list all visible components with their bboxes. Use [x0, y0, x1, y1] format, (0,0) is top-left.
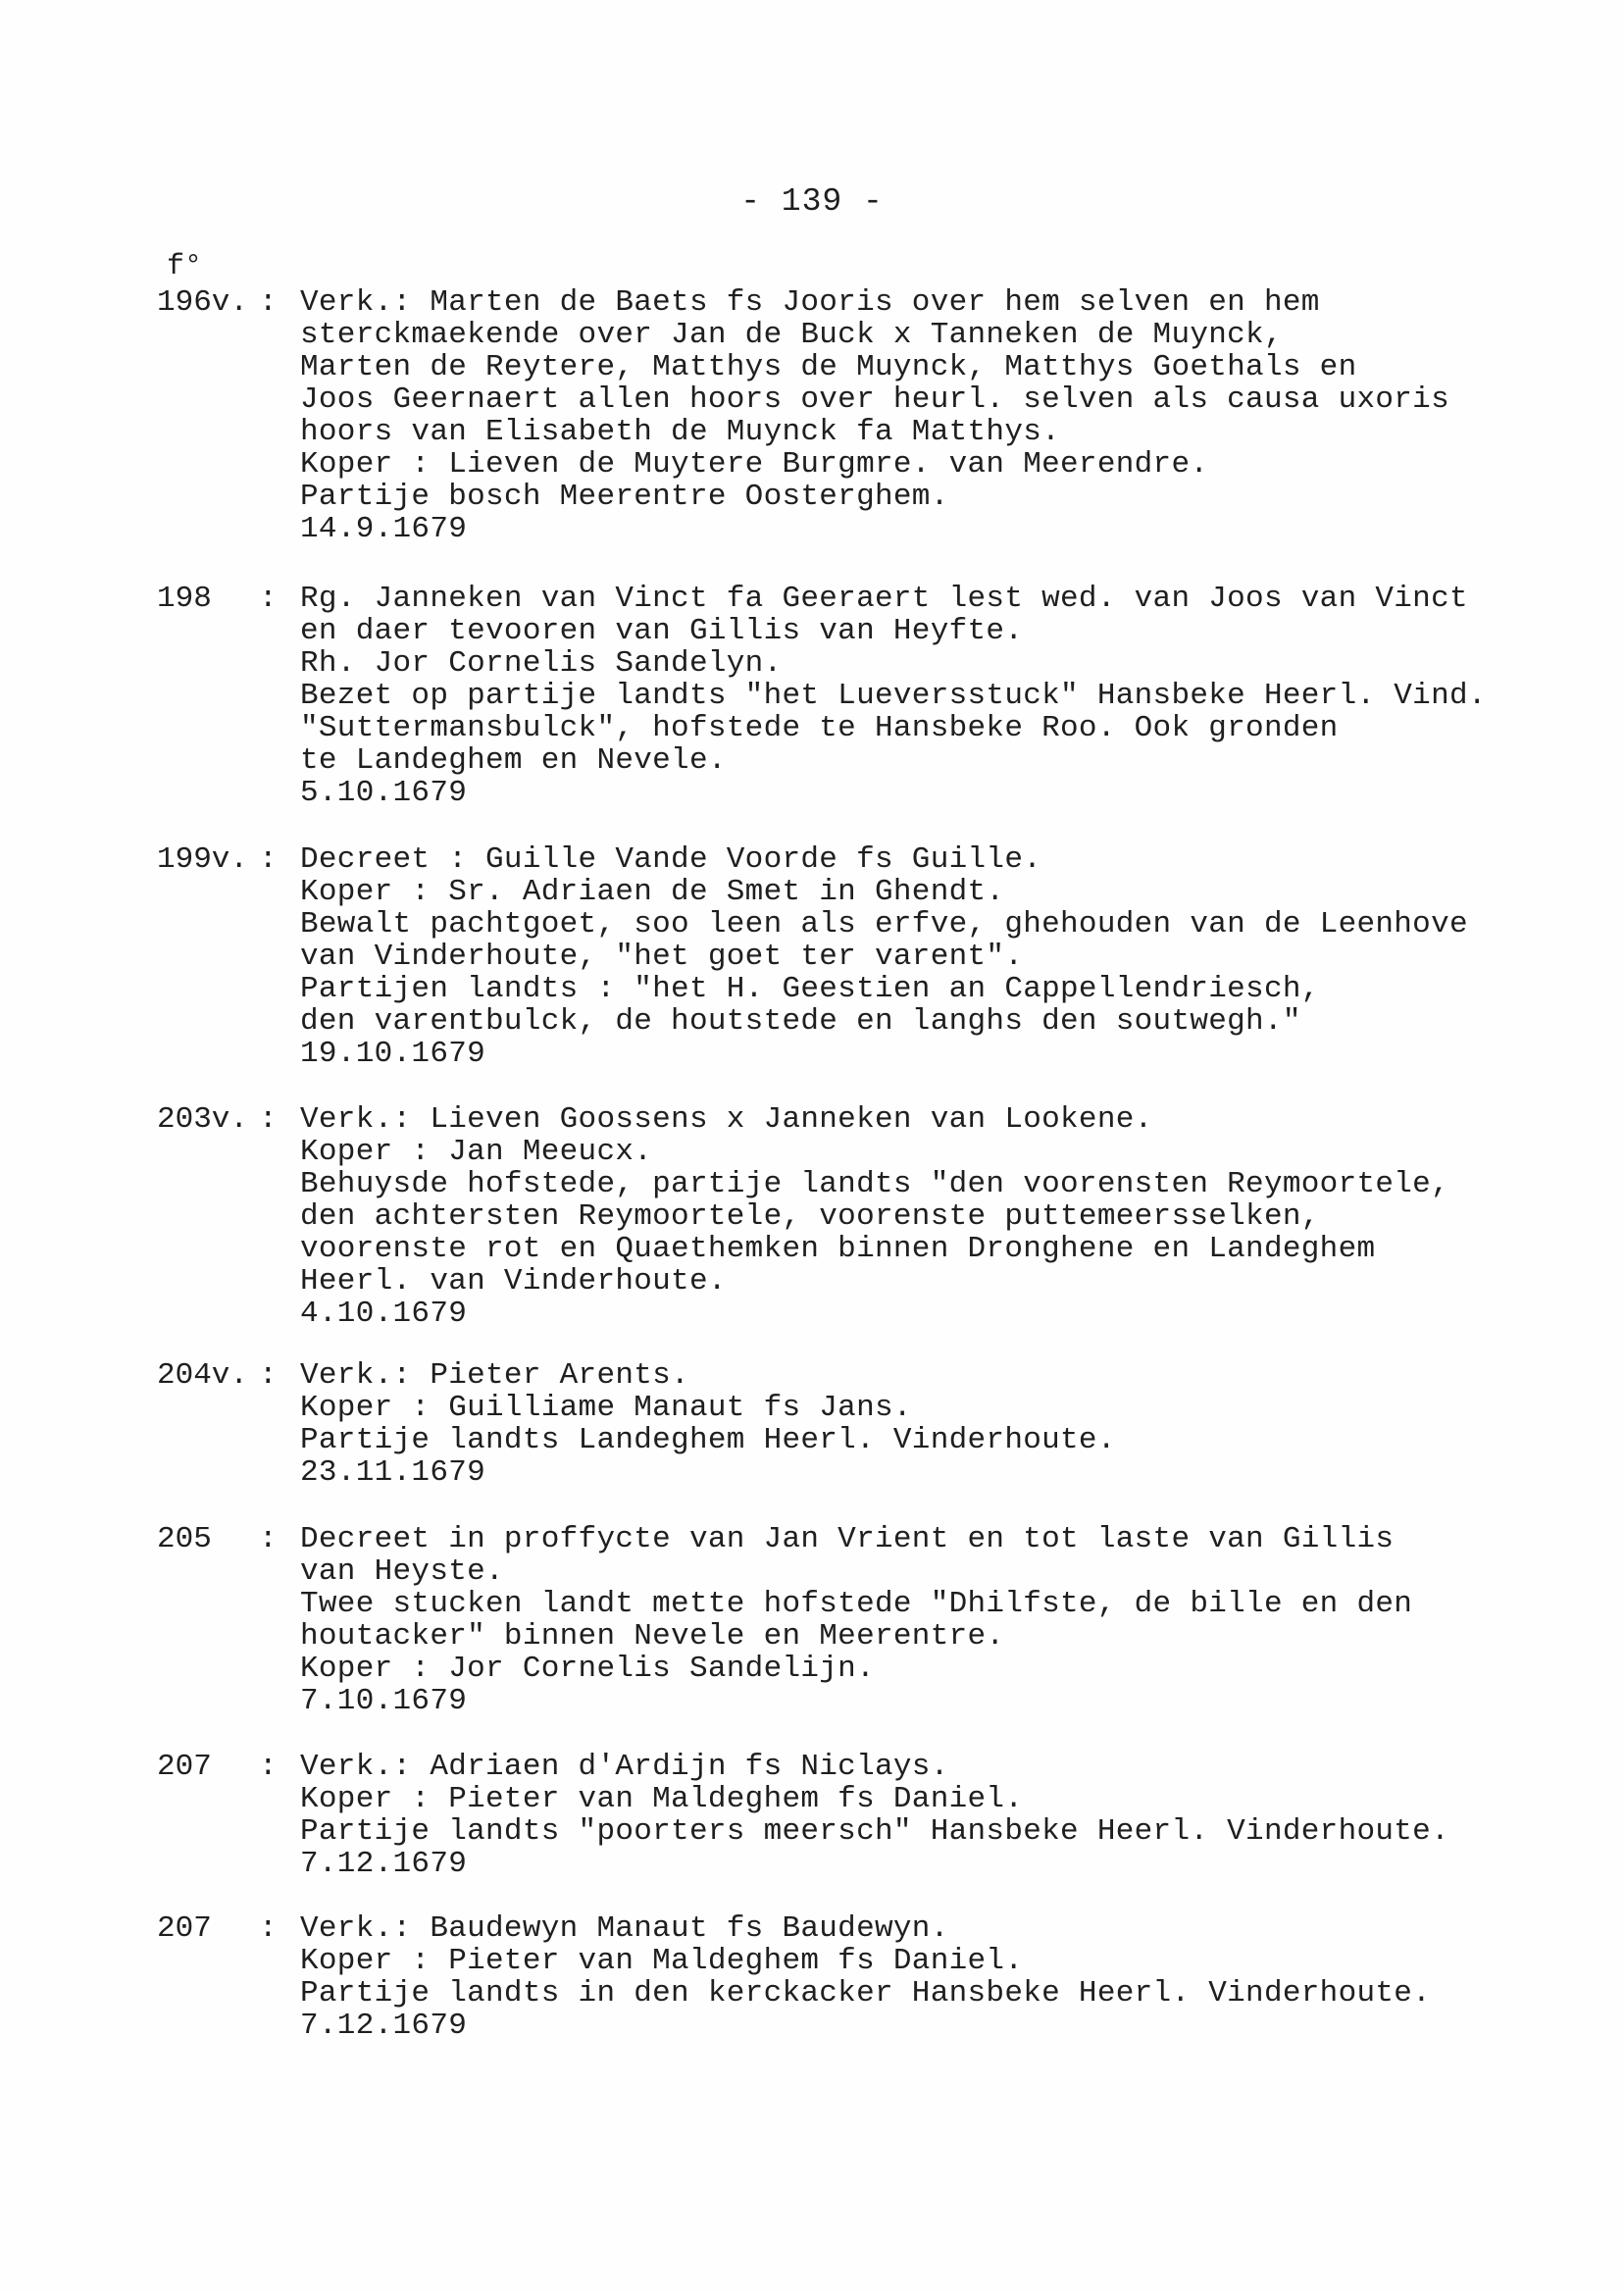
folio-reference: 207 — [157, 1911, 212, 1946]
entry-line: Marten de Reytere, Matthys de Muynck, Matthys Goethals en — [300, 350, 1357, 384]
entry-date: 5.10.1679 — [300, 776, 468, 810]
entry-line: Joos Geernaert allen hoors over heurl. selven als causa uxoris — [300, 382, 1449, 417]
entry-separator: : — [259, 1102, 278, 1137]
entry-line: sterckmaekende over Jan de Buck x Tanneken de Muynck, — [300, 318, 1283, 352]
entry-text — [300, 583, 1575, 809]
entry-line: Verk.: Lieven Goossens x Janneken van Lookene. — [300, 1102, 1153, 1137]
entry-separator: : — [259, 1358, 278, 1393]
entry-line: Koper : Lieven de Muytere Burgmre. van Meerendre. — [300, 447, 1209, 482]
entry-line: Decreet in proffycte van Jan Vrient en tot laste van Gillis — [300, 1522, 1395, 1556]
entry-text — [300, 1912, 1575, 2042]
entry-line: Partijen landts : "het H. Geestien an Cappellendriesch, — [300, 972, 1320, 1006]
entry-line: Verk.: Marten de Baets fs Jooris over hem selven en hem — [300, 285, 1320, 320]
entry-line: "Suttermansbulck", hofstede te Hansbeke Roo. Ook gronden — [300, 711, 1339, 745]
entry-line: Koper : Sr. Adriaen de Smet in Ghendt. — [300, 875, 1005, 909]
folio-reference: 207 — [157, 1750, 212, 1784]
entry-separator: : — [259, 842, 278, 877]
folio-label: f° — [167, 250, 203, 283]
entry-line: Koper : Jan Meeucx. — [300, 1135, 653, 1169]
entry-line: Verk.: Baudewyn Manaut fs Baudewyn. — [300, 1911, 949, 1946]
entry-separator: : — [259, 285, 278, 320]
entry-line: houtacker" binnen Nevele en Meerentre. — [300, 1619, 1005, 1654]
entry-line: van Heyste. — [300, 1554, 504, 1589]
entry-line: den achtersten Reymoortele, voorenste puttemeersselken, — [300, 1199, 1320, 1234]
entry-line: Koper : Guilliame Manaut fs Jans. — [300, 1391, 912, 1425]
entry-date: 14.9.1679 — [300, 512, 468, 546]
entry-separator: : — [259, 582, 278, 616]
entry-text — [300, 1359, 1575, 1489]
entry-line: Heerl. van Vinderhoute. — [300, 1264, 727, 1298]
folio-reference: 205 — [157, 1522, 212, 1556]
entry-line: van Vinderhoute, "het goet ter varent". — [300, 940, 1024, 974]
entry-date: 7.12.1679 — [300, 2009, 468, 2043]
entry-line: Decreet : Guille Vande Voorde fs Guille. — [300, 842, 1042, 877]
page-number: - 139 - — [740, 183, 884, 220]
entry-line: Partije landts "poorters meersch" Hansbeke Heerl. Vinderhoute. — [300, 1814, 1449, 1849]
entry-date: 7.10.1679 — [300, 1684, 468, 1718]
folio-reference: 196v. — [157, 285, 249, 320]
entry-text — [300, 1523, 1575, 1717]
entry-line: Partije landts in den kerckacker Hansbeke Heerl. Vinderhoute. — [300, 1976, 1432, 2011]
entry-line: hoors van Elisabeth de Muynck fa Matthys. — [300, 415, 1061, 449]
entry-line: Verk.: Pieter Arents. — [300, 1358, 689, 1393]
folio-reference: 198 — [157, 582, 212, 616]
entry-line: Koper : Jor Cornelis Sandelijn. — [300, 1652, 875, 1686]
entry-line: Verk.: Adriaen d'Ardijn fs Niclays. — [300, 1750, 949, 1784]
entry-line: Rh. Jor Cornelis Sandelyn. — [300, 646, 783, 681]
entry-date: 23.11.1679 — [300, 1455, 486, 1490]
entry-line: Rg. Janneken van Vinct fa Geeraert lest wed. van Joos van Vinct — [300, 582, 1468, 616]
entry-line: Bezet op partije landts "het Lueversstuck" Hansbeke Heerl. Vind. — [300, 679, 1487, 713]
entry-text — [300, 1103, 1575, 1330]
entry-line: Bewalt pachtgoet, soo leen als erfve, ghehouden van de Leenhove — [300, 907, 1468, 942]
entry-line: Behuysde hofstede, partije landts "den voorensten Reymoortele, — [300, 1167, 1449, 1201]
entry-date: 19.10.1679 — [300, 1037, 486, 1071]
entry-text — [300, 1751, 1575, 1880]
entry-line: Partije bosch Meerentre Oosterghem. — [300, 480, 949, 514]
entry-date: 4.10.1679 — [300, 1297, 468, 1331]
entry-separator: : — [259, 1522, 278, 1556]
folio-reference: 204v. — [157, 1358, 249, 1393]
entry-separator: : — [259, 1911, 278, 1946]
entry-line: Partije landts Landeghem Heerl. Vinderhoute. — [300, 1423, 1116, 1457]
entry-text — [300, 286, 1575, 545]
folio-reference: 199v. — [157, 842, 249, 877]
entry-line: en daer tevooren van Gillis van Heyfte. — [300, 614, 1024, 648]
folio-reference: 203v. — [157, 1102, 249, 1137]
entry-line: Koper : Pieter van Maldeghem fs Daniel. — [300, 1782, 1024, 1816]
entry-line: Twee stucken landt mette hofstede "Dhilfste, de bille en den — [300, 1587, 1413, 1621]
entry-line: Koper : Pieter van Maldeghem fs Daniel. — [300, 1944, 1024, 1978]
entry-date: 7.12.1679 — [300, 1847, 468, 1881]
entry-line: den varentbulck, de houtstede en langhs den soutwegh." — [300, 1004, 1301, 1039]
entry-text — [300, 843, 1575, 1070]
entry-separator: : — [259, 1750, 278, 1784]
entry-line: te Landeghem en Nevele. — [300, 743, 727, 778]
entry-line: voorenste rot en Quaethemken binnen Dronghene en Landeghem — [300, 1232, 1376, 1266]
